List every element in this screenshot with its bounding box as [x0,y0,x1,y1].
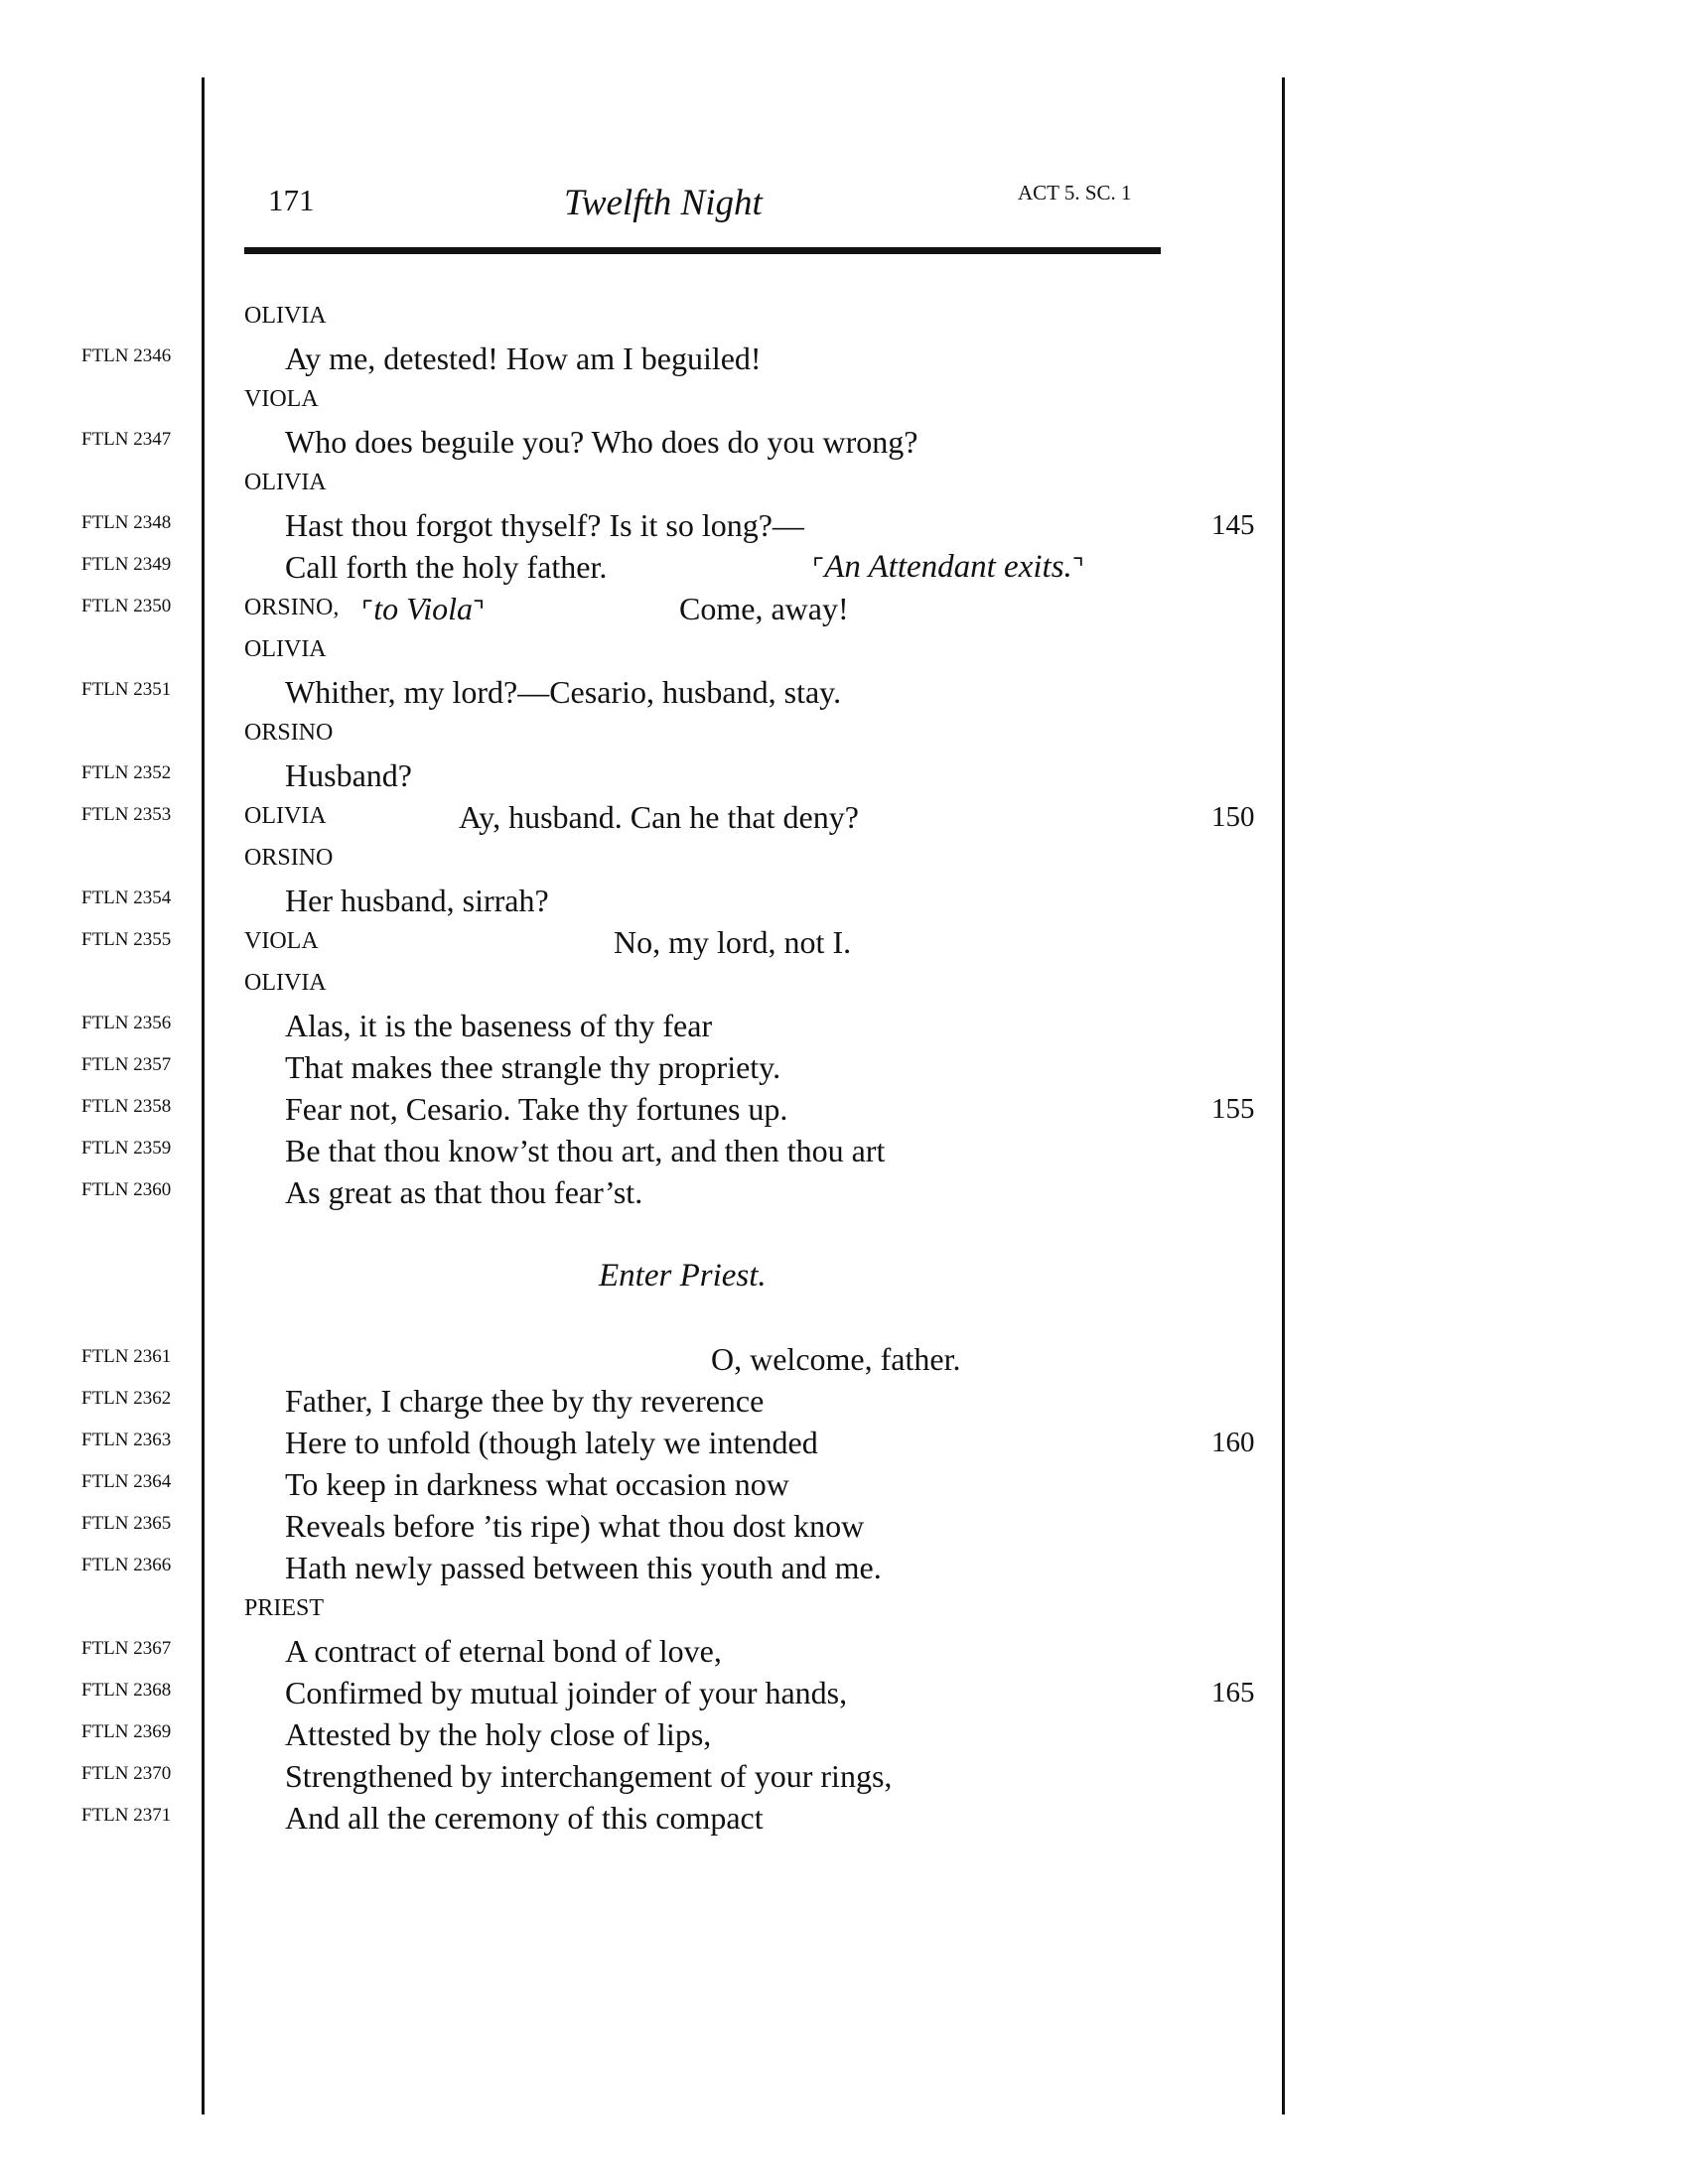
verse-line [0,1003,1688,1044]
line-text: Husband? [285,757,412,793]
line-text: Who does beguile you? Who does do you wrong? [285,424,918,460]
speaker-line [0,961,1688,1003]
speaker-line [0,711,1688,752]
verse-line [0,1169,1688,1211]
speaker-line [0,627,1688,669]
verse-line [0,1711,1688,1753]
line-text: Whither, my lord?—Cesario, husband, stay. [285,674,842,710]
ftln-number: FTLN 2351 [81,679,172,700]
ftln-number: FTLN 2358 [81,1096,172,1117]
ftln-number: FTLN 2354 [81,887,172,908]
speaker-name: VIOLA [244,928,319,954]
act-scene-label: ACT 5. SC. 1 [1018,181,1132,205]
verse-line [0,1420,1688,1461]
line-number: 145 [1211,509,1255,541]
ftln-number: FTLN 2346 [81,345,172,366]
ftln-number: FTLN 2356 [81,1013,172,1033]
speaker-name: VIOLA [244,386,319,412]
line-text: Hath newly passed between this youth and me. [285,1550,882,1585]
ftln-number: FTLN 2371 [81,1805,172,1826]
ftln-number: FTLN 2347 [81,429,172,450]
speaker-name: ORSINO [244,720,334,746]
speaker-name: PRIEST [244,1595,325,1621]
ftln-number: FTLN 2359 [81,1138,172,1159]
line-text: Strengthened by interchangement of your rings, [285,1758,893,1794]
line-number: 155 [1211,1093,1255,1125]
speaker-line [0,1586,1688,1628]
speaker-name: OLIVIA [244,470,327,495]
ftln-number: FTLN 2355 [81,929,172,950]
line-text: Fear not, Cesario. Take thy fortunes up. [285,1091,788,1127]
line-text: Ay me, detested! How am I beguiled! [285,341,762,376]
ftln-number: FTLN 2366 [81,1555,172,1575]
line-text: To keep in darkness what occasion now [285,1466,789,1502]
ftln-number: FTLN 2360 [81,1179,172,1200]
ftln-number: FTLN 2352 [81,762,172,783]
line-text: Here to unfold (though lately we intended [285,1425,818,1460]
verse-line [0,336,1688,377]
speaker-line [0,836,1688,878]
line-number: 150 [1211,801,1255,833]
ftln-number: FTLN 2369 [81,1721,172,1742]
line-text: And all the ceremony of this compact [285,1800,764,1836]
ftln-number: FTLN 2364 [81,1471,172,1492]
page-number: 171 [268,183,315,217]
ftln-number: FTLN 2348 [81,512,172,533]
line-text: Reveals before ’tis ripe) what thou dost know [285,1508,865,1544]
verse-line [0,1044,1688,1086]
ftln-number: FTLN 2367 [81,1638,172,1659]
ftln-number: FTLN 2350 [81,596,172,616]
stage-direction [812,551,1084,584]
line-text: Be that thou know’st thou art, and then thou art [285,1133,886,1168]
speaker-name: OLIVIA [244,636,327,662]
header-rule [244,247,1161,254]
close-bracket: ⌝ [1071,554,1084,584]
verse-line [0,1628,1688,1670]
verse-line [0,1378,1688,1420]
speaker-direction-text: to Viola [373,591,474,626]
verse-line [0,1545,1688,1586]
close-bracket: ⌝ [473,597,486,626]
ftln-number: FTLN 2365 [81,1513,172,1534]
verse-line [0,586,1688,627]
ftln-number: FTLN 2370 [81,1763,172,1784]
entrance-direction: Enter Priest. [599,1258,767,1294]
line-text: Attested by the holy close of lips, [285,1716,712,1752]
verse-line [0,1503,1688,1545]
open-bracket: ⌜ [812,554,825,584]
line-text: Father, I charge thee by thy reverence [285,1383,765,1419]
line-text: Call forth the holy father. [285,549,608,585]
line-text: O, welcome, father. [711,1341,961,1377]
ftln-number: FTLN 2368 [81,1680,172,1701]
verse-line [0,669,1688,711]
speaker-name: ORSINO, [244,595,340,620]
verse-line [0,752,1688,794]
line-text: Confirmed by mutual joinder of your hands, [285,1675,848,1710]
speaker-name: OLIVIA [244,970,327,996]
verse-line [0,544,1688,586]
speaker-line [0,461,1688,502]
ftln-number: FTLN 2363 [81,1430,172,1450]
speaker-direction [361,593,485,624]
ftln-number: FTLN 2357 [81,1054,172,1075]
line-number: 165 [1211,1677,1255,1708]
line-text: Hast thou forgot thyself? Is it so long?— [285,507,804,543]
line-text: A contract of eternal bond of love, [285,1633,722,1669]
verse-line [0,1336,1688,1378]
verse-line [0,419,1688,461]
speaker-line [0,377,1688,419]
speaker-name: ORSINO [244,845,334,871]
verse-line [0,1461,1688,1503]
verse-line [0,1086,1688,1128]
line-number: 160 [1211,1427,1255,1458]
open-bracket: ⌜ [361,597,374,626]
verse-line [0,1753,1688,1795]
line-text: As great as that thou fear’st. [285,1174,643,1210]
line-text: Come, away! [679,591,849,626]
entrance-line [0,1253,1688,1295]
ftln-number: FTLN 2361 [81,1346,172,1367]
speaker-name: OLIVIA [244,303,327,329]
verse-line [0,794,1688,836]
ftln-number: FTLN 2349 [81,554,172,575]
speaker-line [0,294,1688,336]
stage-direction-text: An Attendant exits. [824,549,1072,585]
verse-line [0,878,1688,919]
line-text: Ay, husband. Can he that deny? [459,799,859,835]
line-text: No, my lord, not I. [614,924,852,960]
ftln-number: FTLN 2353 [81,804,172,825]
verse-line [0,502,1688,544]
speaker-name: OLIVIA [244,803,327,829]
running-title: Twelfth Night [564,183,763,223]
line-text: Alas, it is the baseness of thy fear [285,1008,713,1043]
verse-line [0,1128,1688,1169]
line-text: Her husband, sirrah? [285,883,549,918]
line-text: That makes thee strangle thy propriety. [285,1049,781,1085]
verse-line [0,919,1688,961]
verse-line [0,1670,1688,1711]
ftln-number: FTLN 2362 [81,1388,172,1409]
verse-line [0,1795,1688,1837]
